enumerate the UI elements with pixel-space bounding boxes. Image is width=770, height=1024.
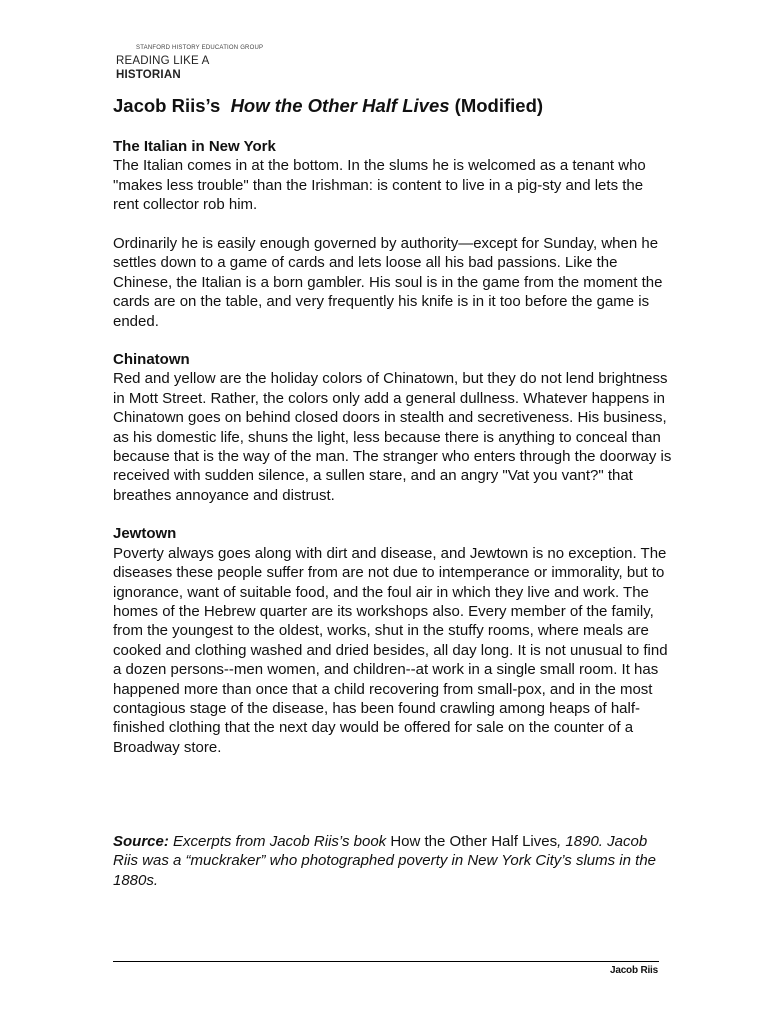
source-text-1: Excerpts from Jacob Riis’s book xyxy=(168,833,391,850)
logo xyxy=(116,44,276,82)
section-heading: Chinatown xyxy=(113,351,190,369)
document-body xyxy=(113,137,673,776)
page-title xyxy=(113,95,543,117)
source-text-2: , 1890. Jacob Riis was a “muckraker” who photographed poverty in New York City’s slums in the 1880s. xyxy=(113,833,657,889)
title-author: Jacob Riis’s xyxy=(113,95,221,116)
section-italian xyxy=(113,137,673,331)
paragraph: Poverty always goes along with dirt and disease, and Jewtown is no exception. The diseases these people suffer from are not due to intemperance or immorality, but to ignorance, want of suitable food, and the foul air in which they live and work. The homes of the Hebrew quarter are its workshops also. Every member of the family, from the youngest to the oldest, works, shut in the stuffy rooms, where meals are cooked and clothing washed and dried besides, all day long. It is not unusual to find a dozen persons--men women, and children--at work in a single small room. It has happened more than once that a child recovering from small-pox, and in the most contagious stage of the disease, has been found crawling among heaps of half-finished clothing that the next day would be offered for sale on the counter of a Broadway store. xyxy=(113,544,668,756)
footer-label: Jacob Riis xyxy=(609,965,658,976)
logo-org: STANFORD HISTORY EDUCATION GROUP xyxy=(136,45,264,51)
section-jewtown xyxy=(113,524,673,757)
paragraph: The Italian comes in at the bottom. In the slums he is welcomed as a tenant who "makes less trouble" than the Irishman: is content to live in a pig-sty and lets the rent collector rob him. xyxy=(113,157,646,214)
paragraph: Red and yellow are the holiday colors of Chinatown, but they do not lend brightness in Mott Street. Rather, the colors only add a general dullness. Whatever happens in Chinatown goes on behind closed doors in stealth and secretiveness. His business, as his domestic life, shuns the light, less because there is anything to conceal than because that is the way of the man. The stranger who enters through the doorway is received with sudden silence, a sullen stare, and an angry "Vat you vant?" that breathes annoyance and distrust. xyxy=(113,370,672,504)
footer-divider xyxy=(113,961,659,962)
logo-wordmark xyxy=(116,54,276,82)
logo-bold: HISTORIAN xyxy=(116,69,181,81)
source-book: How the Other Half Lives xyxy=(390,833,558,850)
title-suffix: (Modified) xyxy=(454,95,544,116)
section-chinatown xyxy=(113,350,673,505)
logo-prefix: READING LIKE A xyxy=(116,55,209,67)
title-book: How the Other Half Lives xyxy=(230,95,450,116)
section-heading: Jewtown xyxy=(113,525,177,543)
paragraph: Ordinarily he is easily enough governed by authority—except for Sunday, when he settles down to a game of cards and lets loose all his bad passions. Like the Chinese, the Italian is a born gambler. His soul is in the game from the moment the cards are on the table, and very frequently his knife is in it too before the game is ended. xyxy=(113,235,663,330)
section-heading: The Italian in New York xyxy=(113,138,276,155)
source-citation xyxy=(113,832,673,890)
source-label: Source: xyxy=(113,833,169,850)
